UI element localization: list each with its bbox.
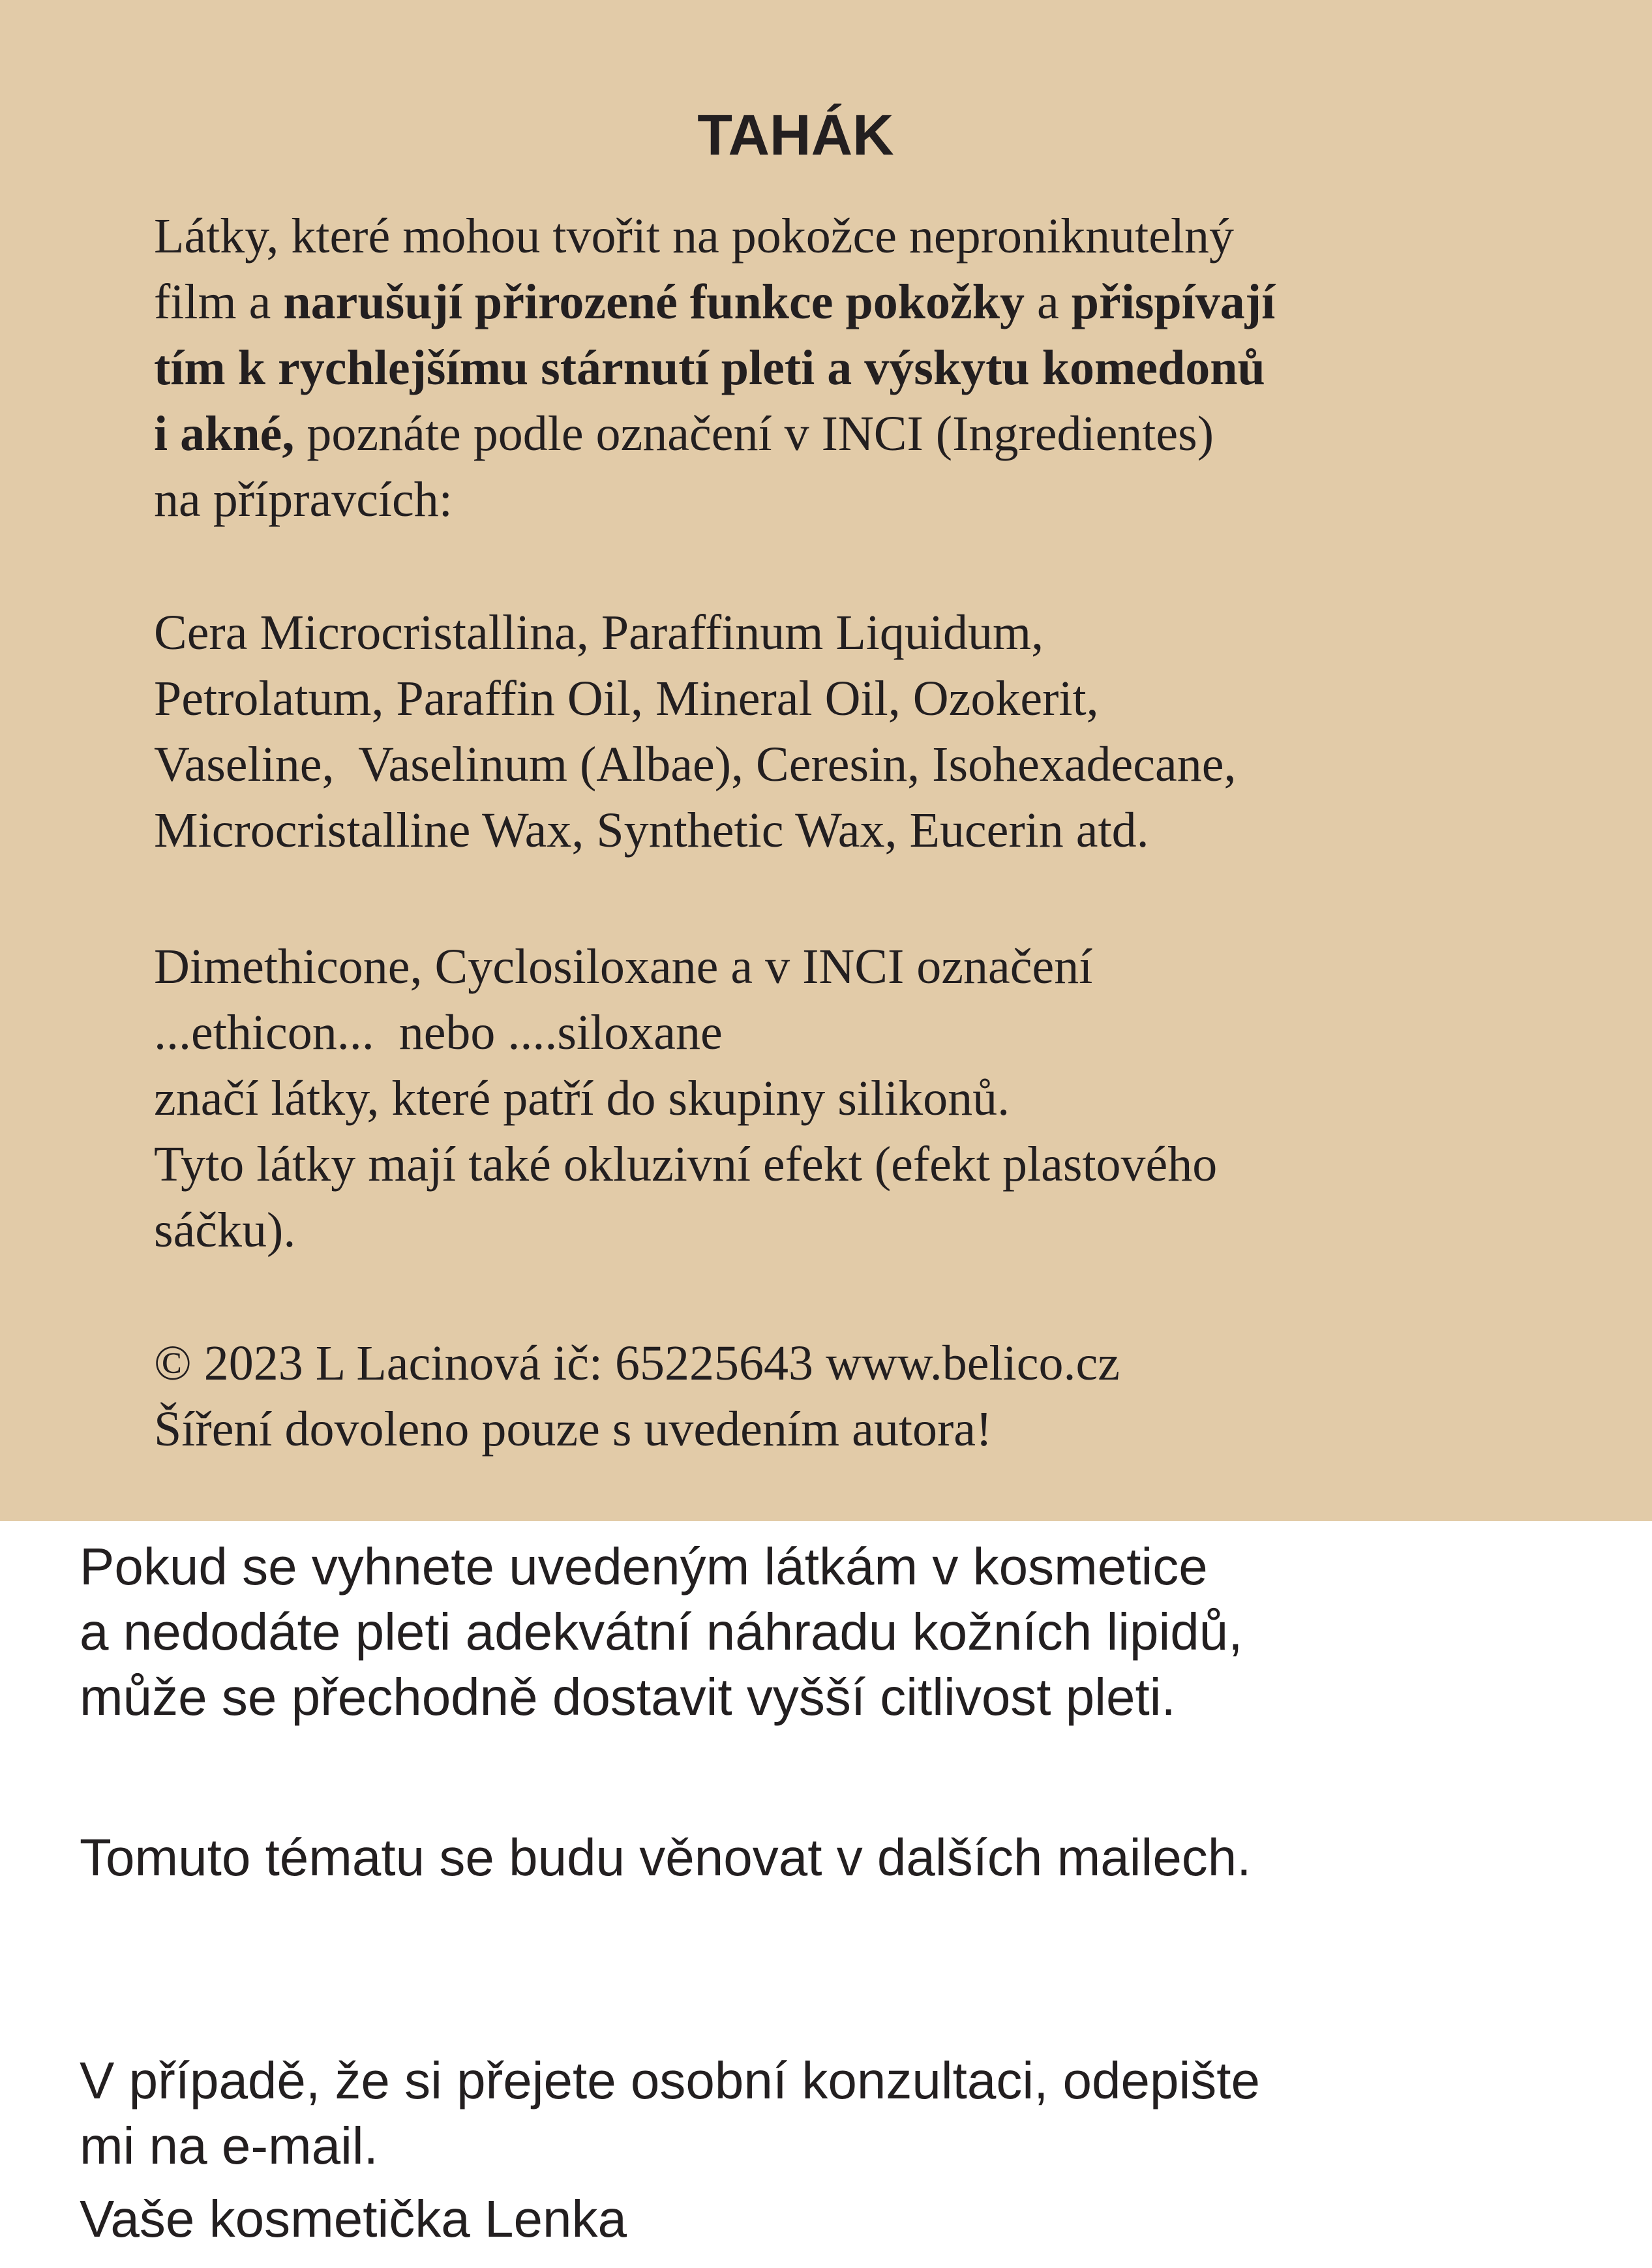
intro-emphasis: tím k rychlejšímu stárnutí pleti a výskytu komedonů [154, 340, 1265, 395]
body-line: a nedodáte pleti adekvátní náhradu kožních lipidů, [80, 1603, 1243, 1661]
silicone-line: Tyto látky mají také okluzivní efekt (efekt plastového [154, 1137, 1218, 1192]
body-line: Pokud se vyhnete uvedeným látkám v kosmetice [80, 1537, 1208, 1595]
copyright-line: © 2023 L Lacinová ič: 65225643 www.belico.cz [154, 1336, 1120, 1391]
body-line: V případě, že si přejete osobní konzultaci, odepište [80, 2051, 1260, 2109]
intro-text: a [1024, 275, 1072, 329]
intro-line [154, 335, 1628, 401]
intro-paragraph [154, 204, 1628, 533]
ingredient-line: Microcristalline Wax, Synthetic Wax, Eucerin atd. [154, 803, 1149, 858]
intro-emphasis: i akné, [154, 406, 295, 461]
silicone-line: ...ethicon... nebo ....siloxane [154, 1005, 723, 1060]
intro-line [154, 401, 1628, 467]
intro-emphasis: narušují přirozené funkce pokožky [283, 275, 1025, 329]
body-paragraph-lipids [80, 1534, 1632, 1730]
silicones-paragraph [154, 934, 1628, 1263]
intro-line: na přípravcích: [154, 472, 453, 527]
body-line: mi na e-mail. [80, 2117, 378, 2175]
body-paragraph-next-emails [80, 1825, 1632, 1890]
intro-text: poznáte podle označení v INCI (Ingredientes) [294, 406, 1214, 461]
copyright-notice [154, 1331, 1628, 1462]
ingredient-line: Cera Microcristallina, Paraffinum Liquidum, [154, 605, 1044, 660]
body-line: může se přechodně dostavit vyšší citlivost pleti. [80, 1668, 1176, 1726]
silicone-line: značí látky, které patří do skupiny silikonů. [154, 1071, 1010, 1126]
body-line: Tomuto tématu se budu věnovat v dalších mailech. [80, 1828, 1252, 1886]
ingredient-line: Petrolatum, Paraffin Oil, Mineral Oil, Ozokerit, [154, 671, 1099, 726]
petroleum-ingredients-list [154, 600, 1628, 864]
ingredient-line: Vaseline, Vaselinum (Albae), Ceresin, Isohexadecane, [154, 737, 1237, 792]
intro-emphasis: přispívají [1071, 275, 1276, 329]
intro-line [154, 269, 1628, 335]
intro-text: film a [154, 275, 284, 329]
silicone-line: Dimethicone, Cyclosiloxane a v INCI označení [154, 939, 1093, 994]
silicone-line: sáčku). [154, 1203, 296, 1258]
intro-line: Látky, které mohou tvořit na pokožce neproniknutelný [154, 209, 1235, 264]
copyright-line: Šíření dovoleno pouze s uvedením autora! [154, 1402, 993, 1457]
cheat-sheet-title: TAHÁK [697, 102, 894, 167]
signature-line: Vaše kosmetička Lenka [80, 2190, 627, 2248]
signature [80, 2186, 1632, 2252]
body-paragraph-consultation [80, 2048, 1632, 2179]
